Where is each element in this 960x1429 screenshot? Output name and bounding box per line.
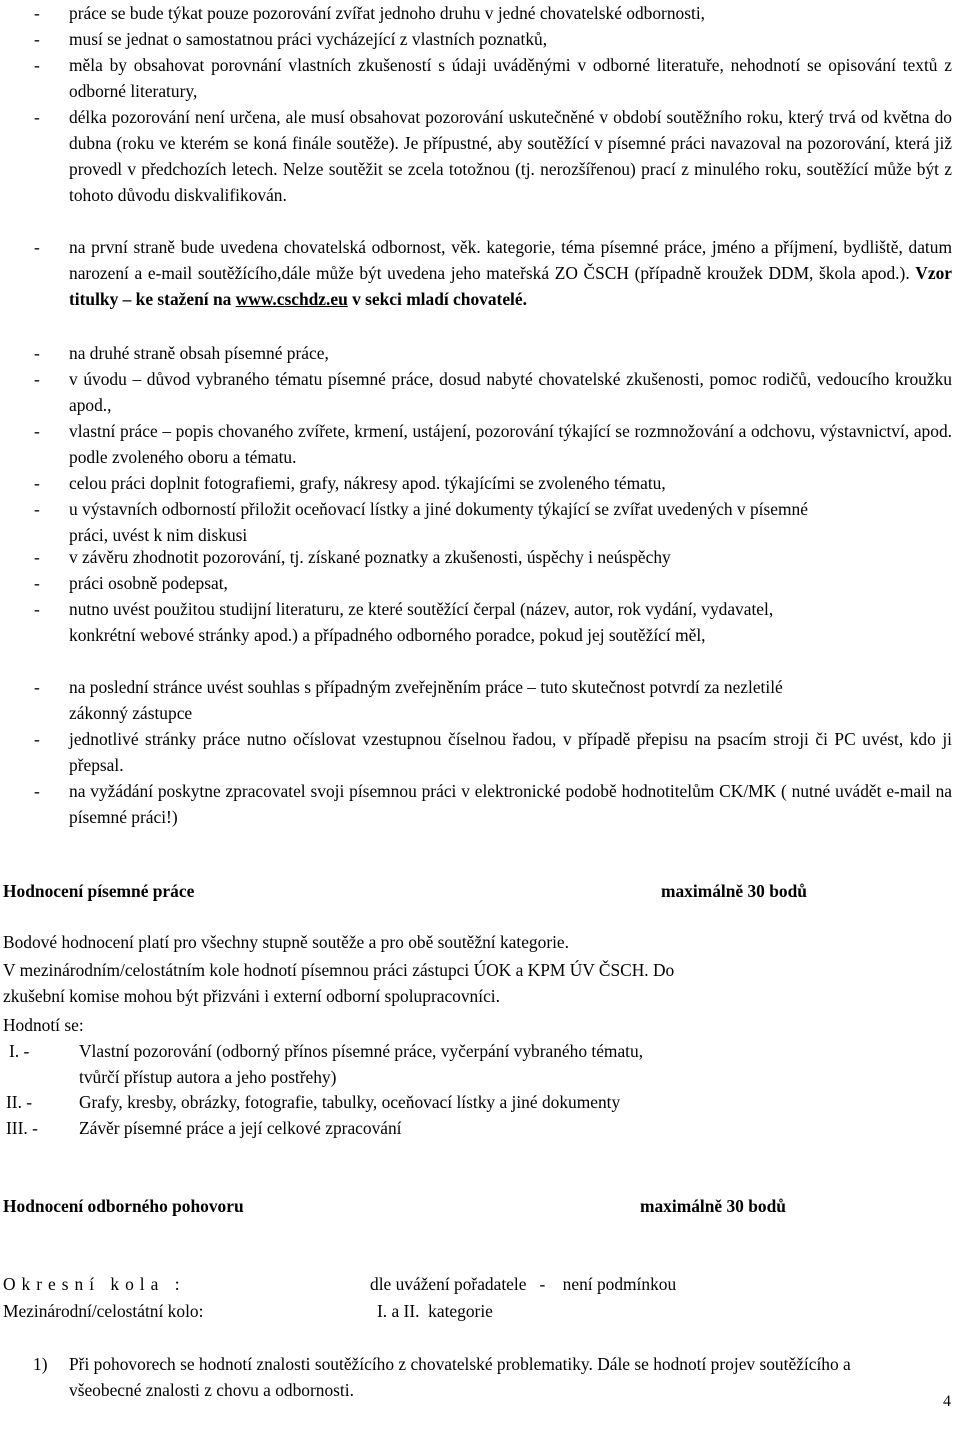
criterion-1-continuation: tvůrčí přístup autora a jeho postřehy): [79, 1067, 337, 1087]
note-number: 1): [33, 1354, 48, 1374]
requirement-item: [0, 0, 956, 26]
bullet-dash: -: [34, 499, 40, 519]
written-line-4: Hodnotí se:: [3, 1015, 84, 1035]
bullet-dash: -: [34, 599, 40, 619]
requirement-item: [0, 596, 956, 648]
written-line-2: V mezinárodním/celostátním kole hodnotí písemnou práci zástupci ÚOK a KPM ÚV ČSCH. Do: [3, 960, 675, 980]
requirement-text: na poslední stránce uvést souhlas s případným zveřejněním práce – tuto skutečnost potvrdí za nezletilé zákonný zástupce: [69, 677, 783, 723]
bullet-dash: -: [34, 55, 40, 75]
bullet-dash: -: [34, 729, 40, 749]
requirement-item: [0, 418, 956, 470]
criterion-1-number: I. -: [9, 1041, 30, 1061]
requirement-text: měla by obsahovat porovnání vlastních zkušeností s údaji uváděnými v odborné literatuře, nehodnotí se opisování textů z odborné literatury,: [69, 55, 952, 101]
written-line-3: zkušební komise mohou být přizváni i externí odborní spolupracovníci.: [3, 986, 500, 1006]
written-section-max-points: maximálně 30 bodů: [661, 881, 807, 901]
bullet-dash: -: [34, 29, 40, 49]
requirement-item: [0, 778, 956, 830]
requirement-item: [0, 234, 956, 312]
bullet-dash: -: [34, 421, 40, 441]
bullet-dash: -: [34, 473, 40, 493]
requirement-item: [0, 26, 956, 52]
interview-note: [33, 1351, 923, 1403]
page-number: 4: [943, 1393, 951, 1410]
website-link[interactable]: www.cschdz.eu: [235, 289, 348, 309]
criterion-3-number: III. -: [6, 1118, 38, 1138]
requirement-text: nutno uvést použitou studijní literaturu, ze které soutěžící čerpal (název, autor, rok vydání, vydavatel, konkrétní webové stránky apod.) a případného odborného poradce, pokud jej soutěžící měl,: [69, 599, 774, 645]
criterion-2-number: II. -: [6, 1092, 33, 1112]
international-round-value: I. a II. kategorie: [377, 1301, 493, 1321]
requirement-item: [0, 470, 956, 496]
bullet-dash: -: [34, 573, 40, 593]
requirement-text: celou práci doplnit fotografiemi, grafy, nákresy apod. týkajícími se zvoleného tématu,: [69, 473, 666, 493]
bullet-dash: -: [34, 781, 40, 801]
requirement-text: v úvodu – důvod vybraného tématu písemné práce, dosud nabyté chovatelské zkušenosti, pomoc rodičů, vedoucího kroužku apod.,: [69, 369, 952, 415]
requirement-text: jednotlivé stránky práce nutno očíslovat vzestupnou číselnou řadou, v případě přepisu na psacím stroji či PC uvést, kdo ji přepsal.: [69, 729, 952, 775]
bullet-dash: -: [34, 369, 40, 389]
requirement-text-bold: v sekci mladí chovatelé.: [347, 289, 527, 309]
requirement-item: [0, 544, 956, 570]
requirement-text: práce se bude týkat pouze pozorování zvířat jednoho druhu v jedné chovatelské odbornosti,: [69, 3, 706, 23]
requirement-text: na první straně bude uvedena chovatelská odbornost, věk. kategorie, téma písemné práce, jméno a příjmení, bydliště, datum narození a e-mail soutěžícího,dále může být uvedena jeho mateřská ZO ČSCH (případně kroužek DDM, škola apod.).: [69, 237, 952, 283]
district-round-value: dle uvážení pořadatele - není podmínkou: [370, 1274, 677, 1294]
requirement-item: [0, 726, 956, 778]
requirement-item: [0, 366, 956, 418]
requirement-text: u výstavních odborností přiložit oceňovací lístky a jiné dokumenty týkající se zvířat uvedených v písemné práci, uvést k nim diskusi: [69, 499, 808, 545]
international-round-label: Mezinárodní/celostátní kolo:: [3, 1301, 204, 1321]
bullet-dash: -: [34, 237, 40, 257]
requirement-text: musí se jednat o samostatnou práci vycházející z vlastních poznatků,: [69, 29, 548, 49]
requirement-item: [0, 570, 956, 596]
interview-section-title: Hodnocení odborného pohovoru: [3, 1196, 244, 1216]
bullet-dash: -: [34, 547, 40, 567]
note-text: Při pohovorech se hodnotí znalosti soutěžícího z chovatelské problematiky. Dále se hodnotí projev soutěžícího a všeobecné znalosti z chovu a odbornosti.: [69, 1354, 851, 1400]
requirement-text-bold: Vzor titulky – ke stažení na: [69, 263, 952, 309]
bullet-dash: -: [34, 3, 40, 23]
requirement-item: [0, 674, 956, 726]
district-round-label: Okresní kola :: [3, 1274, 186, 1294]
criterion-3-text: Závěr písemné práce a její celkové zpracování: [79, 1118, 402, 1138]
requirement-item: [0, 496, 956, 548]
written-section-title: Hodnocení písemné práce: [3, 881, 195, 901]
requirement-item: [0, 340, 956, 366]
requirement-text: v závěru zhodnotit pozorování, tj. získané poznatky a zkušenosti, úspěchy i neúspěchy: [69, 547, 671, 567]
requirement-text: práci osobně podepsat,: [69, 573, 228, 593]
requirement-text: vlastní práce – popis chovaného zvířete, krmení, ustájení, pozorování týkající se rozmnožování a odchovu, výstavnictví, apod. podle zvoleného oboru a tématu.: [69, 421, 952, 467]
requirement-text: na vyžádání poskytne zpracovatel svoji písemnou práci v elektronické podobě hodnotitelům CK/MK ( nutné uvádět e-mail na písemné práci!): [69, 781, 952, 827]
written-line-1: Bodové hodnocení platí pro všechny stupně soutěže a pro obě soutěžní kategorie.: [3, 932, 570, 952]
criterion-2-text: Grafy, kresby, obrázky, fotografie, tabulky, oceňovací lístky a jiné dokumenty: [79, 1092, 621, 1112]
requirement-text: na druhé straně obsah písemné práce,: [69, 343, 329, 363]
bullet-dash: -: [34, 343, 40, 363]
requirement-text: délka pozorování není určena, ale musí obsahovat pozorování uskutečněné v období soutěžního roku, který trvá od května do dubna (roku ve kterém se koná finále soutěže). Je přípustné, aby soutěžící v písemné práci navazoval na pozorování, která již provedl v předchozích letech. Nelze soutěžit se zcela totožnou (tj. nerozšířenou) prací z minulého roku, soutěžící může být z tohoto důvodu diskvalifikován.: [69, 107, 952, 205]
requirement-item: [0, 52, 956, 104]
bullet-dash: -: [34, 677, 40, 697]
criterion-1-text: Vlastní pozorování (odborný přínos písemné práce, vyčerpání vybraného tématu,: [79, 1041, 644, 1061]
bullet-dash: -: [34, 107, 40, 127]
requirement-item: [0, 104, 956, 208]
interview-section-max-points: maximálně 30 bodů: [640, 1196, 786, 1216]
